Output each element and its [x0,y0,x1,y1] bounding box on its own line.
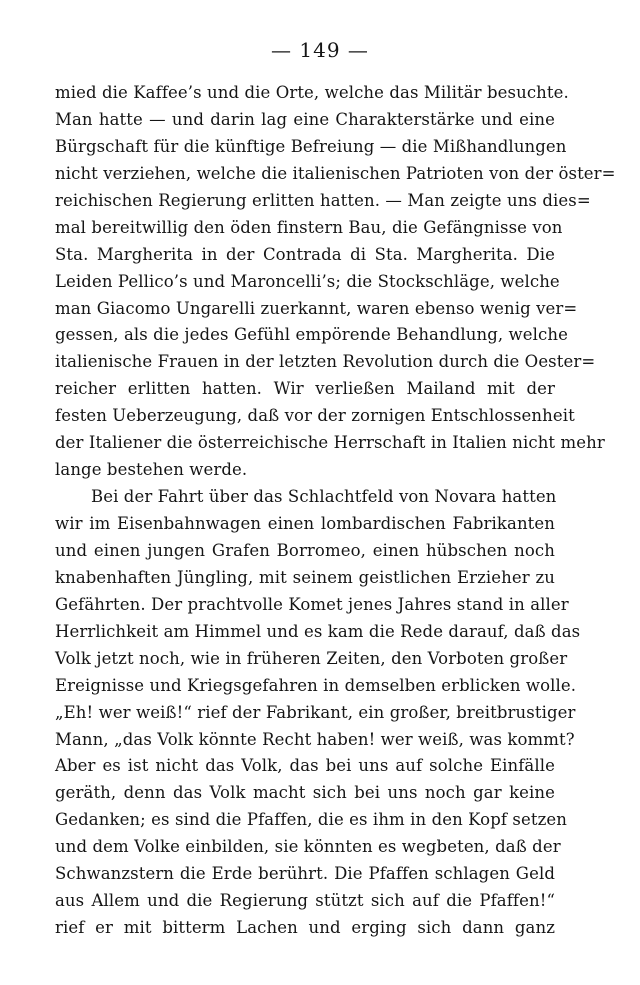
text-line: reichischen Regierung erlitten hatten. — Man zeigte uns dies= [55,190,591,210]
text-line: der Italiener die österreichische Herrschaft in Italien nicht mehr [55,433,605,453]
body-text [55,80,616,942]
text-line: Sta. Margherita in der Contrada di Sta. Margherita. Die [55,244,555,264]
text-line: nicht verziehen, welche die italienischen Patrioten von der öster= [55,163,616,183]
text-line: Herrlichkeit am Himmel und es kam die Rede darauf, daß das [55,621,581,641]
text-line: Gefährten. Der prachtvolle Komet jenes Jahres stand in aller [55,594,569,614]
text-line: Gedanken; es sind die Pfaffen, die es ihm in den Kopf setzen [55,810,567,830]
text-line: rief er mit bitterm Lachen und erging sich dann ganz [55,918,555,938]
text-line: Mann, „das Volk könnte Recht haben! wer weiß, was kommt? [55,729,575,749]
paragraph-1 [55,80,616,484]
paragraph-2 [55,484,581,942]
text-line: Man hatte — und darin lag eine Charakterstärke und eine [55,109,555,129]
text-line: gessen, als die jedes Gefühl empörende Behandlung, welche [55,325,568,345]
text-line: Ereignisse und Kriegsgefahren in demselben erblicken wolle. [55,675,577,695]
text-line: Bei der Fahrt über das Schlachtfeld von Novara hatten [91,487,557,507]
text-line: und dem Volke einbilden, sie könnten es wegbeten, daß der [55,837,561,857]
page-number: — 149 — [271,38,369,62]
text-line: „Eh! wer weiß!“ rief der Fabrikant, ein großer, breitbrustiger [55,702,576,722]
text-line: und einen jungen Grafen Borromeo, einen hübschen noch [55,540,555,560]
text-line: reicher erlitten hatten. Wir verließen Mailand mit der [55,379,555,399]
text-line: knabenhaften Jüngling, mit seinem geistlichen Erzieher zu [55,567,555,587]
text-line: italienische Frauen in der letzten Revolution durch die Oester= [55,352,596,372]
text-line: mied die Kaffee’s und die Orte, welche das Militär besuchte. [55,83,569,102]
text-line: lange bestehen werde. [55,460,248,480]
text-line: Schwanzstern die Erde berührt. Die Pfaffen schlagen Geld [55,864,555,884]
text-line: Leiden Pellico’s und Maroncelli’s; die Stockschläge, welche [55,271,560,291]
text-line: Bürgschaft für die künftige Befreiung — die Mißhandlungen [55,136,567,156]
text-line: mal bereitwillig den öden finstern Bau, die Gefängnisse von [55,217,563,237]
text-line: Aber es ist nicht das Volk, das bei uns auf solche Einfälle [55,756,555,776]
text-line: aus Allem und die Regierung stützt sich auf die Pfaffen!“ [55,891,555,911]
text-line: geräth, denn das Volk macht sich bei uns noch gar keine [55,783,555,803]
text-line: festen Ueberzeugung, daß vor der zornigen Entschlossenheit [55,406,575,426]
text-line: man Giacomo Ungarelli zuerkannt, waren ebenso wenig ver= [55,298,578,318]
text-line: wir im Eisenbahnwagen einen lombardischen Fabrikanten [55,514,555,533]
text-line: Volk jetzt noch, wie in früheren Zeiten, den Vorboten großer [55,648,568,668]
